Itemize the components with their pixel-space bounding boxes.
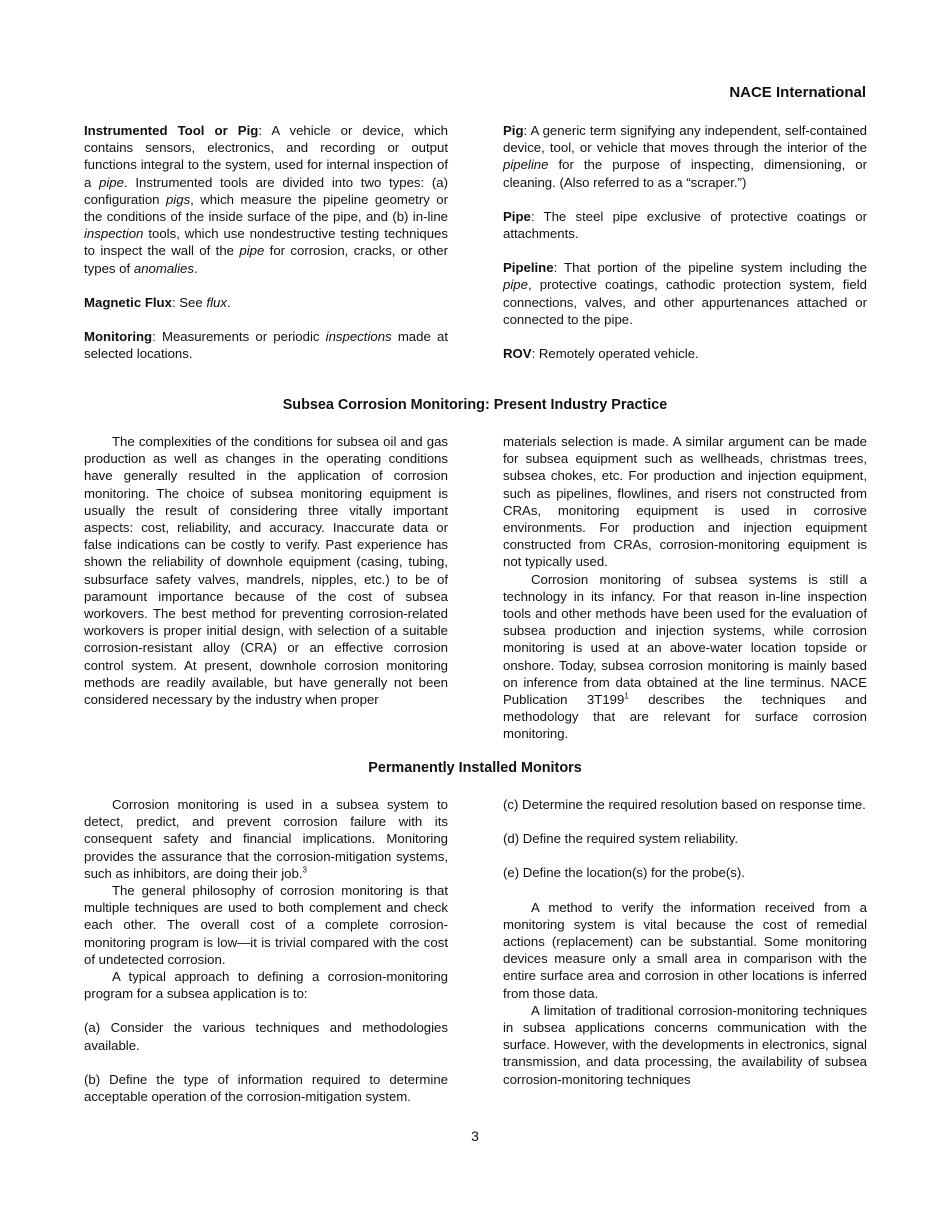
footnote-ref: 1 [624, 691, 629, 701]
glossary-entry-pipeline: Pipeline: That portion of the pipeline system including the pipe, protective coatings, cathodic protection system, field connections, valves, and other appurtenances attached or connected to the pipe. [503, 260, 867, 327]
glossary-entry-pig: Pig: A generic term signifying any independent, self-contained device, tool, or vehicle that moves through the interior of the pipeline for the purpose of inspecting, dimensioning, or cleaning. (Also referred to as a “scraper.”) [503, 123, 867, 190]
glossary-entry-rov: ROV: Remotely operated vehicle. [503, 346, 699, 362]
paragraph: Corrosion monitoring is used in a subsea system to detect, predict, and prevent corrosion failure with its consequent safety and financial implications. Monitoring provides the assurance that the corrosion-mitigation systems, such as inhibitors, are doing their job.$^3$ [84, 797, 448, 881]
glossary-left-column [84, 122, 448, 362]
footnote-ref: 3 [302, 865, 307, 875]
section-heading-permanent-monitors: Permanently Installed Monitors [368, 760, 582, 776]
paragraph: Corrosion monitoring of subsea systems is still a technology in its infancy. For that reason in-line inspection tools and other methods have been used for the evaluation of subsea production and injection systems, while corrosion monitoring is used at an above-water location topside or onshore. Today, subsea corrosion monitoring is mainly based on inference from data obtained at the line terminus. NACE Publication $3T199^1$ describes the techniques and methodology that are relevant for surface corrosion monitoring. [503, 571, 867, 742]
section-heading-subsea-practice: Subsea Corrosion Monitoring: Present Industry Practice [282, 397, 668, 413]
section1-right-column [503, 433, 867, 743]
page-header: NACE International [729, 84, 866, 101]
paragraph: materials selection is made. A similar argument can be made for subsea equipment such as wellheads, christmas trees, subsea chokes, etc. For production and injection equipment, such as pipelines, flowlines, and risers not constructed from CRAs, monitoring equipment is used in corrosive environments. For production and injection equipment constructed from CRAs, corrosion-monitoring equipment is not typically used. [503, 434, 867, 570]
glossary-entry-pipe: Pipe: The steel pipe exclusive of protective coatings or attachments. [503, 208, 867, 242]
list-item-e: (e) Define the location(s) for the probe(s). [503, 865, 745, 881]
list-item-c: (c) Determine the required resolution based on response time. [503, 797, 866, 812]
paragraph: The complexities of the conditions for subsea oil and gas production as well as changes in the operating conditions have generally resulted in the application of corrosion monitoring. The choice of subsea monitoring equipment is usually the result of considering three vitally important aspects: cost, reliability, and accuracy. Inaccurate data or false indications can be costly to verify. Past experience has shown the reliability of downhole equipment (casing, tubing, subsurface safety valves, mandrels, nipples, etc.) to be of paramount importance because of the cost of subsea workovers. The best method for preventing corrosion-related workovers is proper initial design, with selection of a suitable corrosion-resistant alloy (CRA) or an effective corrosion control system. At present, downhole corrosion monitoring methods are readily available, but have generally not been considered necessary by the industry when proper [84, 434, 448, 708]
glossary-entry-magnetic-flux: Magnetic Flux: See flux. [84, 294, 231, 310]
section2-right-column [503, 796, 867, 1088]
paragraph: A typical approach to defining a corrosion-monitoring program for a subsea application is to: [84, 969, 448, 1002]
section1-left-column [84, 433, 448, 708]
paragraph: A limitation of traditional corrosion-monitoring techniques in subsea applications concerns communication with the surface. However, with the developments in electronics, signal transmission, and data processing, the availability of subsea corrosion-monitoring techniques [503, 1002, 867, 1087]
list-item-a: (a) Consider the various techniques and methodologies available. [84, 1020, 448, 1053]
list-item-b: (b) Define the type of information required to determine acceptable operation of the corrosion-mitigation system. [84, 1071, 448, 1105]
glossary-entry-monitoring: Monitoring: Measurements or periodic inspections made at selected locations. [84, 329, 448, 362]
section2-left-column [84, 796, 448, 1105]
glossary-right-column [503, 122, 867, 362]
paragraph: A method to verify the information received from a monitoring system is vital because the cost of remedial actions (replacement) can be substantial. Some monitoring devices measure only a small area in comparison with the entire surface area and corrosion in other locations is inferred from those data. [503, 899, 867, 1001]
glossary-entry-instrumented-tool: Instrumented Tool or Pig: A vehicle or device, which contains sensors, electronics, and recording or output functions integral to the system, used for internal inspection of a pipe. Instrumented tools are divided into two types: (a) configuration pigs, which measure the pipeline geometry or the conditions of the inside surface of the pipe, and (b) in-line inspection tools, which use nondestructive testing techniques to inspect the wall of the pipe for corrosion, cracks, or other types of anomalies. [84, 123, 448, 276]
page-number: 3 [471, 1128, 479, 1144]
list-item-d: (d) Define the required system reliability. [503, 831, 739, 847]
paragraph: The general philosophy of corrosion monitoring is that multiple techniques are used to both complement and check each other. The overall cost of a complete corrosion-monitoring program is low—it is trivial compared with the cost of undetected corrosion. [84, 883, 448, 967]
